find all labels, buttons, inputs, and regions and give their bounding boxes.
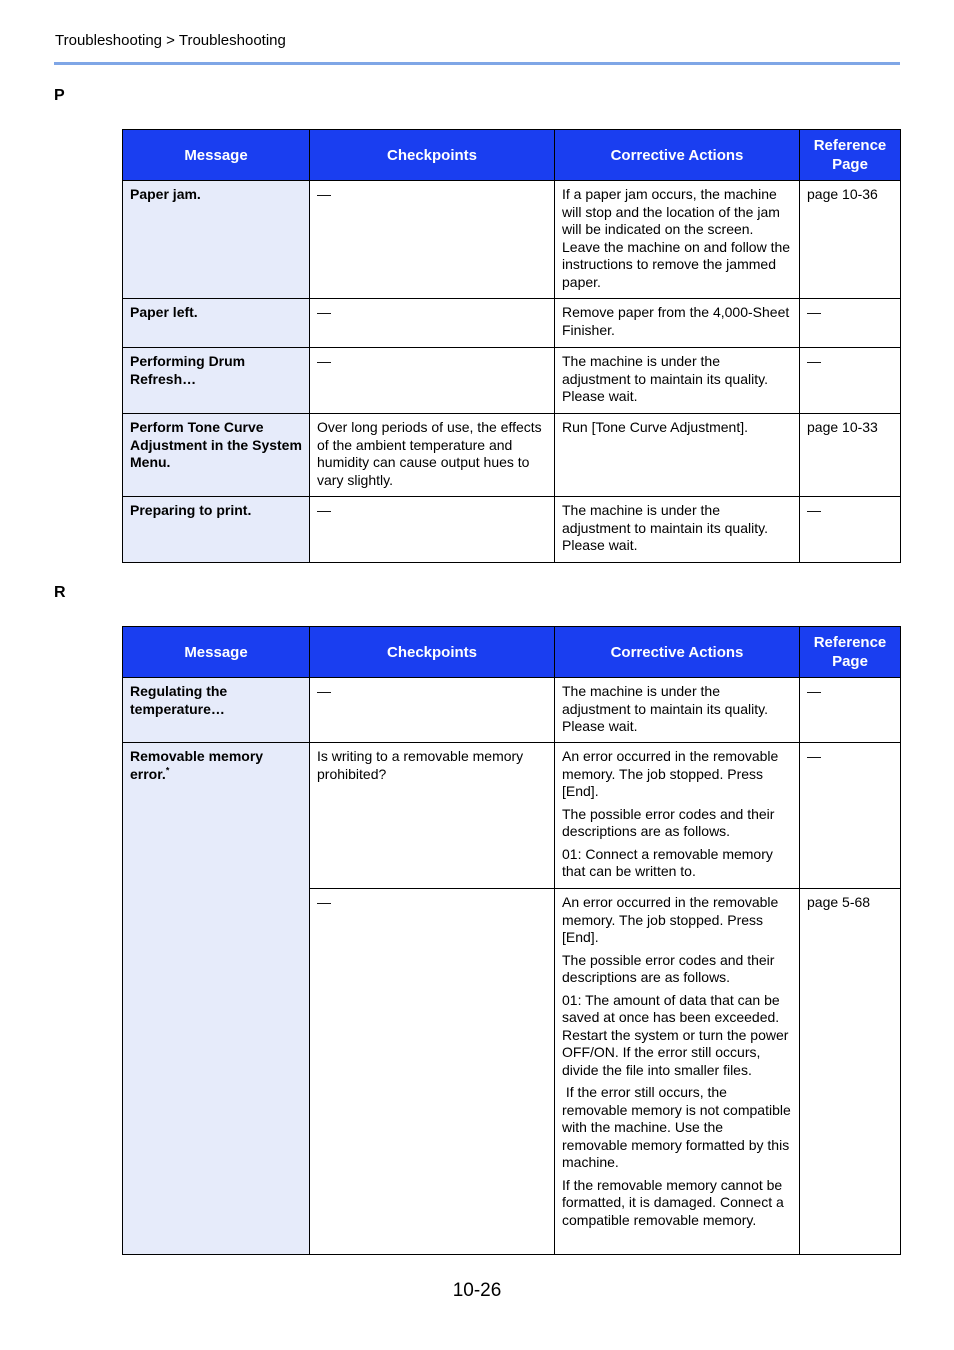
header-corrective-actions: Corrective Actions — [555, 627, 800, 678]
reference-cell: — — [800, 348, 901, 414]
table-row — [123, 497, 901, 563]
checkpoints-cell: — — [310, 497, 555, 563]
table-row — [123, 299, 901, 348]
header-corrective-actions: Corrective Actions — [555, 130, 800, 181]
header-reference-page: Reference Page — [800, 130, 901, 181]
footnote-mark: * — [165, 764, 170, 775]
message-cell: Paper left. — [123, 299, 310, 348]
message-cell: Preparing to print. — [123, 497, 310, 563]
table-header-row — [123, 627, 901, 678]
message-cell: Paper jam. — [123, 181, 310, 299]
reference-cell: page 10-36 — [800, 181, 901, 299]
message-cell: Removable memory error.* — [123, 743, 310, 1255]
checkpoints-cell: — — [310, 678, 555, 743]
checkpoints-cell: Over long periods of use, the effects of the ambient temperature and humidity can cause output hues to vary slightly. — [310, 414, 555, 497]
header-reference-page: Reference Page — [800, 627, 901, 678]
table-row — [123, 743, 901, 889]
checkpoints-cell: Is writing to a removable memory prohibited? — [310, 743, 555, 889]
section-letter-r: R — [54, 584, 66, 601]
header-message: Message — [123, 627, 310, 678]
table-p — [122, 129, 901, 563]
table-row — [123, 348, 901, 414]
header-checkpoints: Checkpoints — [310, 130, 555, 181]
message-cell: Regulating the temperature… — [123, 678, 310, 743]
checkpoints-cell: — — [310, 348, 555, 414]
header-rule — [54, 62, 900, 65]
action-paragraph: An error occurred in the removable memory. The job stopped. Press [End]. — [562, 894, 779, 945]
actions-cell: The machine is under the adjustment to maintain its quality. Please wait. — [555, 497, 800, 563]
table-r — [122, 626, 901, 1255]
reference-cell: page 5-68 — [800, 889, 901, 1255]
reference-cell: — — [800, 299, 901, 348]
checkpoints-cell: — — [310, 181, 555, 299]
reference-cell: — — [800, 497, 901, 563]
breadcrumb: Troubleshooting > Troubleshooting — [55, 32, 286, 49]
table-row — [123, 181, 901, 299]
actions-cell: Run [Tone Curve Adjustment]. — [555, 414, 800, 497]
reference-cell: — — [800, 678, 901, 743]
section-letter-p: P — [54, 87, 65, 104]
action-paragraph: The possible error codes and their descriptions are as follows. — [562, 805, 775, 839]
checkpoints-cell: — — [310, 889, 555, 1255]
table-row — [123, 414, 901, 497]
header-message: Message — [123, 130, 310, 181]
action-paragraph: If the removable memory cannot be formatted, it is damaged. Connect a compatible removable memory. — [562, 1176, 784, 1228]
action-paragraph: If the error still occurs, the removable memory is not compatible with the machine. Use the removable memory formatted by this machine. — [562, 1084, 795, 1170]
header-checkpoints: Checkpoints — [310, 627, 555, 678]
actions-cell — [555, 743, 800, 889]
actions-cell: If a paper jam occurs, the machine will stop and the location of the jam will be indicated on the screen. Leave the machine on and follow the instructions to remove the jammed paper. — [555, 181, 800, 299]
message-cell: Perform Tone Curve Adjustment in the System Menu. — [123, 414, 310, 497]
action-paragraph: 01: Connect a removable memory that can be written to. — [562, 845, 773, 879]
action-paragraph: 01: The amount of data that can be saved at once has been exceeded. Restart the system or turn the power OFF/ON. If the error still occurs, divide the file into smaller files. — [562, 991, 789, 1078]
actions-cell: The machine is under the adjustment to maintain its quality. Please wait. — [555, 678, 800, 743]
checkpoints-cell: — — [310, 299, 555, 348]
action-paragraph: An error occurred in the removable memory. The job stopped. Press [End]. — [562, 748, 779, 799]
action-paragraph: The possible error codes and their descriptions are as follows. — [562, 951, 775, 985]
actions-cell: The machine is under the adjustment to maintain its quality. Please wait. — [555, 348, 800, 414]
actions-cell — [555, 889, 800, 1255]
reference-cell: page 10-33 — [800, 414, 901, 497]
table-row — [123, 678, 901, 743]
table-header-row — [123, 130, 901, 181]
actions-cell: Remove paper from the 4,000-Sheet Finisher. — [555, 299, 800, 348]
page-number: 10-26 — [452, 1280, 502, 1301]
message-cell: Performing Drum Refresh… — [123, 348, 310, 414]
reference-cell: — — [800, 743, 901, 889]
